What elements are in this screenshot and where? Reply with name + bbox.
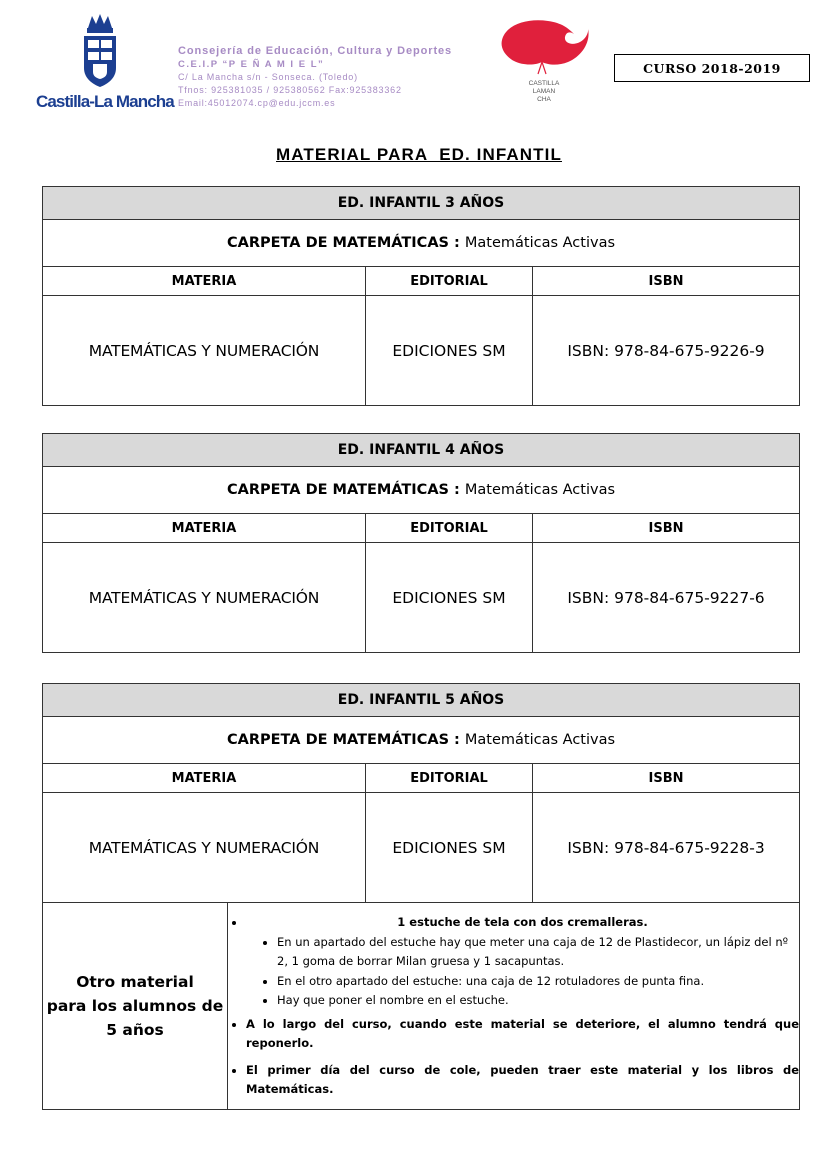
cell-editorial: EDICIONES SM [366, 296, 533, 406]
cell-editorial: EDICIONES SM [366, 543, 533, 653]
list-item: • 1 estuche de tela con dos cremalleras. • En un apartado del estuche hay que meter una caja de 12 de Plastidecor, un lápiz del nº 2, 1 goma de borrar Milan gruesa y 1 sacapuntas. • En el otro apartado del estuche: una caja de 12 rotuladores de punta fina. • Hay que poner el nombre en el estuche. [246, 913, 799, 1011]
level-heading: ED. INFANTIL 4 AÑOS [43, 434, 800, 467]
cell-materia: MATEMÁTICAS Y NUMERACIÓN [43, 296, 366, 406]
col-header-editorial: EDITORIAL [366, 267, 533, 296]
level-table-5 [42, 683, 800, 1110]
level-heading: ED. INFANTIL 3 AÑOS [43, 187, 800, 220]
folder-title: CARPETA DE MATEMÁTICAS : Matemáticas Activas [43, 717, 800, 764]
school-email: Email:45012074.cp@edu.jccm.es [178, 98, 336, 108]
course-badge: CURSO 2018-2019 [614, 54, 810, 82]
table-row [43, 296, 800, 406]
castilla-la-mancha-brand-logo [498, 18, 590, 110]
cell-isbn: ISBN: 978-84-675-9228-3 [533, 793, 800, 903]
department-name: Consejería de Educación, Cultura y Deportes [178, 45, 453, 57]
cell-isbn: ISBN: 978-84-675-9226-9 [533, 296, 800, 406]
castilla-la-mancha-logo [36, 14, 174, 112]
brand-mark-icon [498, 18, 590, 78]
col-header-materia: MATERIA [43, 267, 366, 296]
col-header-editorial: EDITORIAL [366, 764, 533, 793]
table-row [43, 793, 800, 903]
cell-materia: MATEMÁTICAS Y NUMERACIÓN [43, 793, 366, 903]
coat-of-arms-icon [80, 14, 120, 88]
logo-text: Castilla-La Mancha [36, 92, 174, 111]
cell-editorial: EDICIONES SM [366, 793, 533, 903]
folder-title: CARPETA DE MATEMÁTICAS : Matemáticas Activas [43, 220, 800, 267]
other-material-label: Otro material para los alumnos de 5 años [43, 903, 228, 1110]
level-table-3 [42, 186, 800, 406]
col-header-isbn: ISBN [533, 764, 800, 793]
col-header-materia: MATERIA [43, 764, 366, 793]
other-material-list [228, 903, 800, 1110]
level-table-4 [42, 433, 800, 653]
cell-materia: MATEMÁTICAS Y NUMERACIÓN [43, 543, 366, 653]
other-material-row [43, 903, 800, 1110]
brand-logo-text: CASTILLA LAMAN CHA [528, 80, 560, 103]
page-title: MATERIAL PARA ED. INFANTIL [276, 145, 562, 164]
list-item: • En un apartado del estuche hay que meter una caja de 12 de Plastidecor, un lápiz del nº 2, 1 goma de borrar Milan gruesa y 1 sacapuntas. [277, 933, 799, 972]
folder-title: CARPETA DE MATEMÁTICAS : Matemáticas Activas [43, 467, 800, 514]
cell-isbn: ISBN: 978-84-675-9227-6 [533, 543, 800, 653]
institution-info [178, 44, 452, 110]
level-heading: ED. INFANTIL 5 AÑOS [43, 684, 800, 717]
list-item: • En el otro apartado del estuche: una caja de 12 rotuladores de punta fina. [277, 972, 799, 992]
col-header-isbn: ISBN [533, 267, 800, 296]
col-header-editorial: EDITORIAL [366, 514, 533, 543]
school-phones: Tfnos: 925381035 / 925380562 Fax:925383362 [178, 85, 402, 95]
col-header-isbn: ISBN [533, 514, 800, 543]
table-row [43, 543, 800, 653]
list-item: • El primer día del curso de cole, pueden traer este material y los libros de Matemáticas. [246, 1061, 799, 1100]
list-item: • A lo largo del curso, cuando este material se deteriore, el alumno tendrá que reponerlo. [246, 1015, 799, 1054]
list-item: • Hay que poner el nombre en el estuche. [277, 991, 799, 1011]
col-header-materia: MATERIA [43, 514, 366, 543]
school-name: C.E.I.P “P E Ñ A M I E L” [178, 59, 325, 70]
school-address: C/ La Mancha s/n - Sonseca. (Toledo) [178, 72, 358, 82]
